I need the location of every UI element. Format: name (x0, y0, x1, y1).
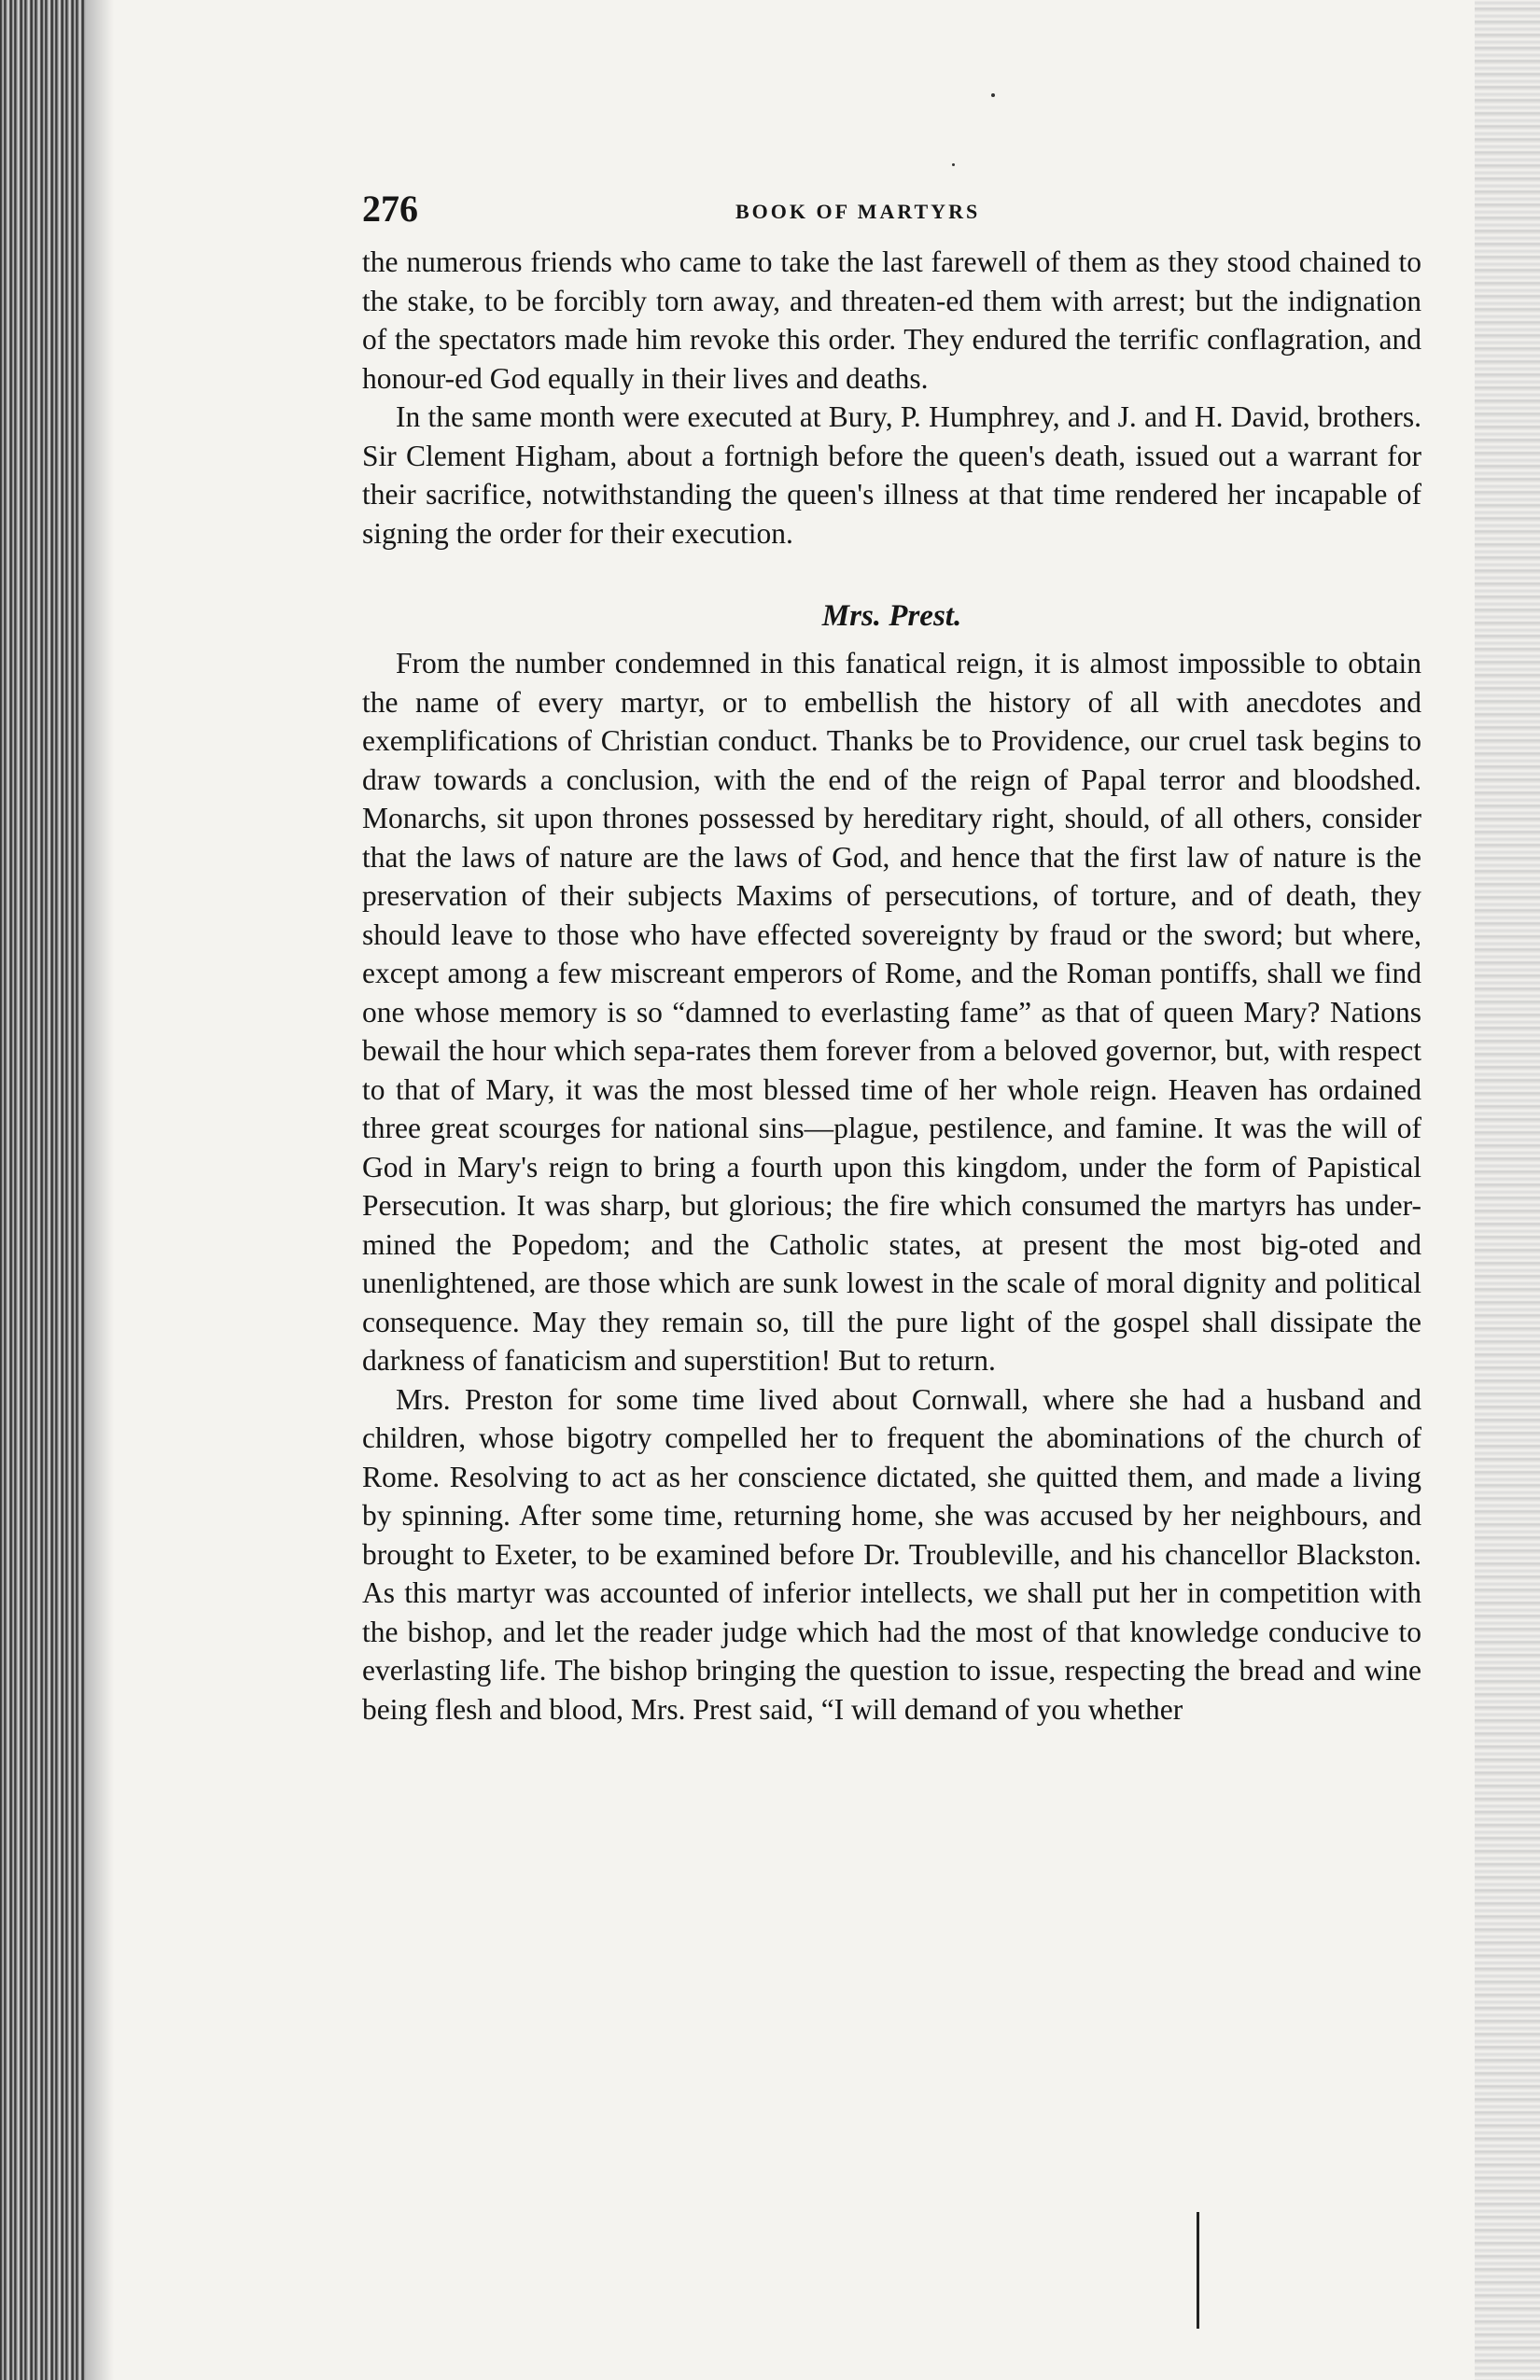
paragraph-continued: the numerous friends who came to take the last farewell of them as they stood chained to the stake, to be forcibly torn away, and threaten-ed them with arrest; but the indignation of the spectators made him revoke this order. They endured the terrific conflagration, and honour-ed God equally in their lives and deaths. (362, 245, 1421, 395)
scan-speck (991, 93, 995, 97)
running-head (362, 187, 1421, 243)
scan-speck (952, 163, 955, 166)
running-title: BOOK OF MARTYRS (735, 200, 981, 223)
paragraph-mrs-preston: Mrs. Preston for some time lived about Cornwall, where she had a husband and children, whose bigotry compelled her to frequent the abominations of the church of Rome. Resolving to act as her conscience dictated, she quitted them, and made a living by spinning. After some time, returning home, she was accused by her neighbours, and brought to Exeter, to be examined before Dr. Troubleville, and his chancellor Blackston. As this martyr was accounted of inferior intellects, we shall put her in competition with the bishop, and let the reader judge which had the most of that knowledge conducive to everlasting life. The bishop bringing the question to issue, respecting the bread and wine being flesh and blood, Mrs. Prest said, “I will demand of you whether (362, 1382, 1421, 1726)
page-number: 276 (362, 188, 418, 230)
book-page (362, 187, 1421, 1729)
scan-page-edge (1475, 0, 1540, 2380)
scan-binding-edge (0, 0, 86, 2380)
paragraph-bury-executions: In the same month were executed at Bury, P. Humphrey, and J. and H. David, brothers. Sir Clement Higham, about a fortnigh before the queen's death, issued out a warrant for their sacrifice, notwithstanding the queen's illness at that time rendered her incapable of signing the order for their execution. (362, 400, 1421, 550)
paragraph-fanatical-reign: From the number condemned in this fanatical reign, it is almost impossible to obtain the name of every martyr, or to embellish the history of all with anecdotes and exemplifications of Christian conduct. Thanks be to Providence, our cruel task begins to draw towards a conclusion, with the end of the reign of Papal terror and bloodshed. Monarchs, sit upon thrones possessed by hereditary right, should, of all others, consider that the laws of nature are the laws of God, and hence that the first law of nature is the preservation of their subjects Maxims of persecutions, of torture, and of death, they should leave to those who have effected sovereignty by fraud or the sword; but where, except among a few miscreant emperors of Rome, and the Roman pontiffs, shall we find one whose memory is so “damned to everlasting fame” as that of queen Mary? Nations bewail the hour which sepa-rates them forever from a beloved governor, but, with respect to that of Mary, it was the most blessed time of her whole reign. Heaven has ordained three great scourges for national sins—plague, pestilence, and famine. It was the will of God in Mary's reign to bring a fourth upon this kingdom, under the form of Papistical Persecution. It was sharp, but glorious; the fire which consumed the martyrs has under-mined the Popedom; and the Catholic states, at present the most big-oted and unenlightened, are those which are sunk lowest in the scale of moral dignity and political consequence. May they remain so, till the pure light of the gospel shall dissipate the darkness of fanaticism and superstition! But to return. (362, 647, 1421, 1377)
section-heading: Mrs. Prest. (821, 599, 962, 633)
scan-margin-mark (1197, 2212, 1199, 2329)
scan-binding-shadow (86, 0, 114, 2380)
